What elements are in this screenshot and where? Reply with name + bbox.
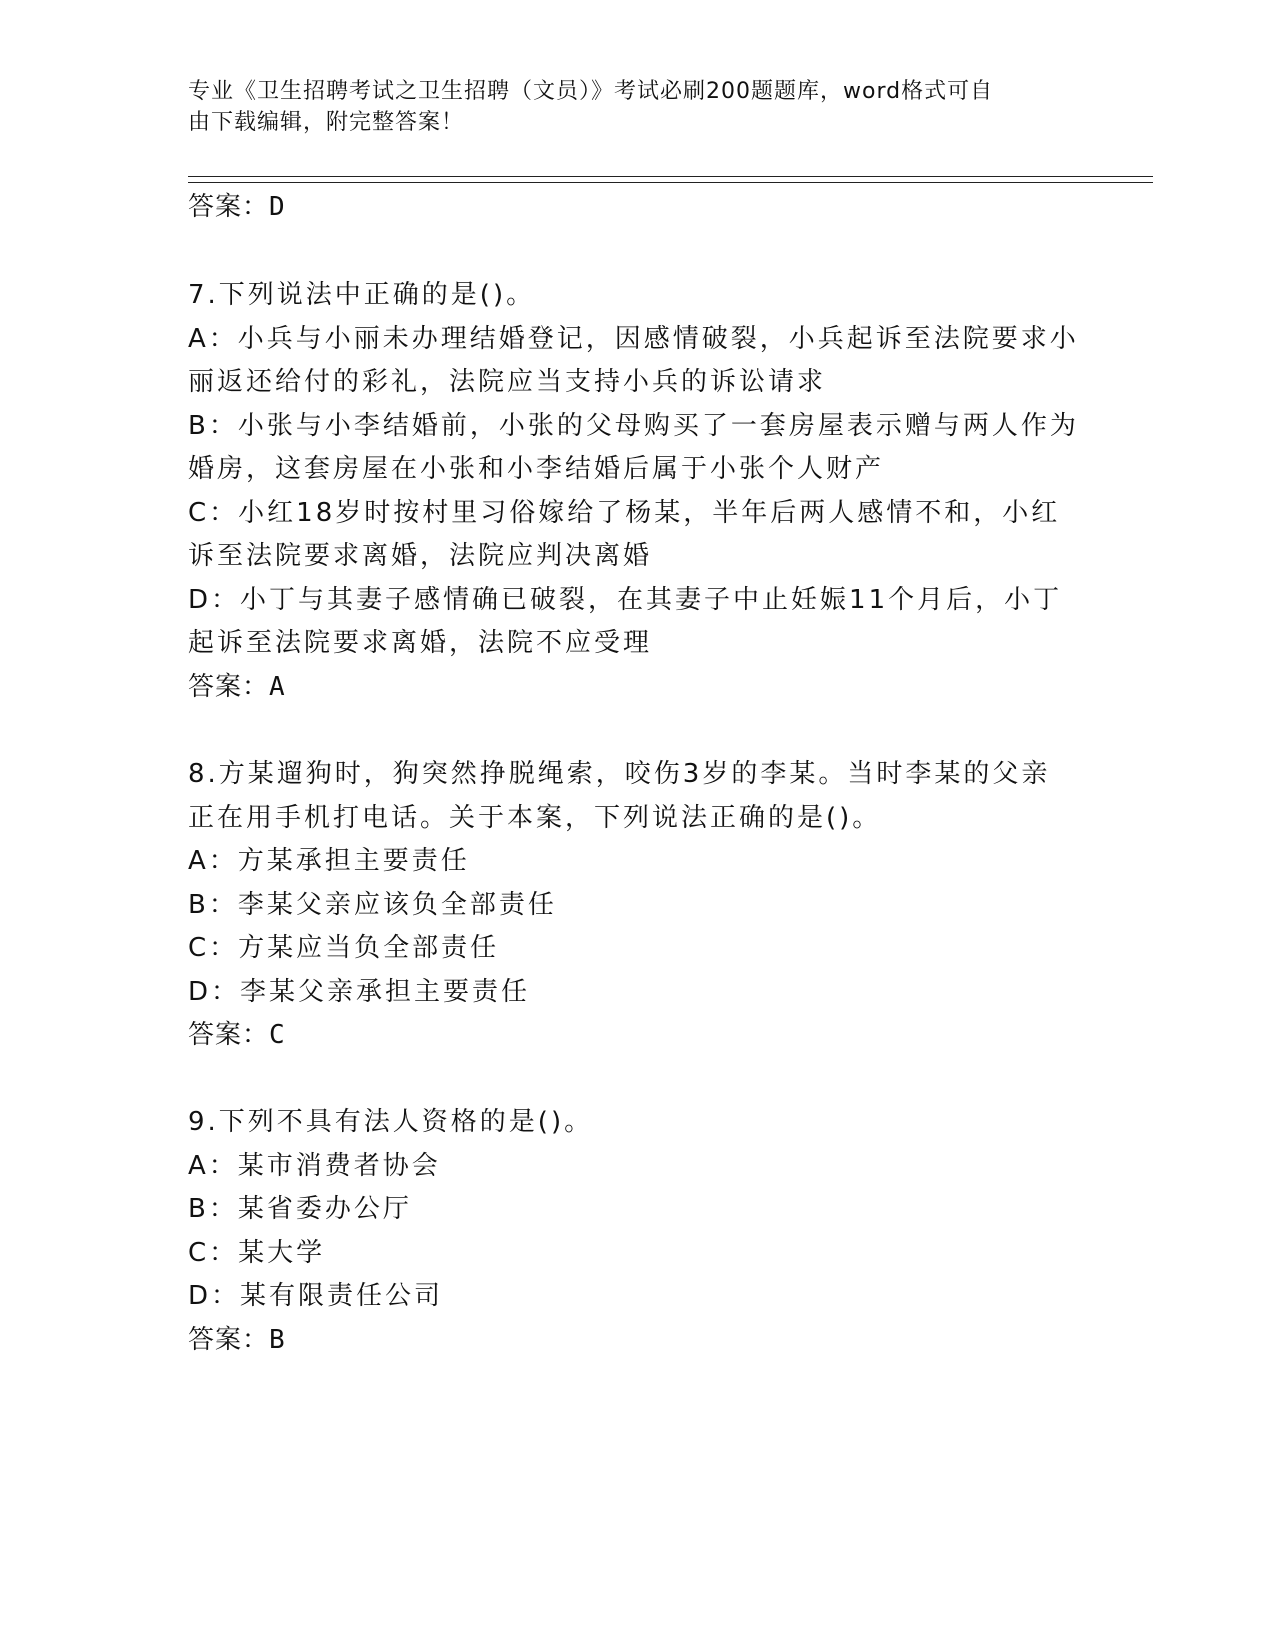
q7-option-c-line-1: C：小红18岁时按村里习俗嫁给了杨某，半年后两人感情不和，小红 xyxy=(188,498,1061,528)
q7-option-d-line-2: 起诉至法院要求离婚，法院不应受理 xyxy=(188,628,653,658)
header-rule-bottom xyxy=(188,182,1153,183)
q8-question-line-2: 正在用手机打电话。关于本案，下列说法正确的是()。 xyxy=(188,803,882,833)
q7-option-a-line-1: A：小兵与小丽未办理结婚登记，因感情破裂，小兵起诉至法院要求小 xyxy=(188,324,1079,354)
q7-option-a-line-2: 丽返还给付的彩礼，法院应当支持小兵的诉讼请求 xyxy=(188,367,827,397)
q7-option-d-line-1: D：小丁与其妻子感情确已破裂，在其妻子中止妊娠11个月后，小丁 xyxy=(188,585,1063,615)
q9-option-a: A：某市消费者协会 xyxy=(188,1151,441,1181)
q8-option-d: D：李某父亲承担主要责任 xyxy=(188,977,531,1007)
q8-option-c: C：方某应当负全部责任 xyxy=(188,933,500,963)
answer-value: D xyxy=(269,192,286,222)
answer-label: 答案： xyxy=(188,672,270,702)
answer-label: 答案： xyxy=(188,1325,270,1355)
q9-option-d: D：某有限责任公司 xyxy=(188,1281,444,1311)
q7-option-b-line-1: B：小张与小李结婚前，小张的父母购买了一套房屋表示赠与两人作为 xyxy=(188,411,1079,441)
q9-question: 9.下列不具有法人资格的是()。 xyxy=(188,1107,594,1137)
answer-value: B xyxy=(269,1325,286,1355)
q8-option-a: A：方某承担主要责任 xyxy=(188,846,470,876)
header-rule-top xyxy=(188,176,1153,177)
answer-value: C xyxy=(269,1020,286,1050)
answer-label: 答案： xyxy=(188,1020,270,1050)
answer-q9 xyxy=(188,1319,286,1356)
q9-option-c: C：某大学 xyxy=(188,1238,326,1268)
header-line-1: 专业《卫生招聘考试之卫生招聘（文员）》考试必刷200题题库，word格式可自 xyxy=(188,79,994,104)
answer-label: 答案： xyxy=(188,192,270,222)
q7-question: 7.下列说法中正确的是()。 xyxy=(188,280,536,310)
q7-option-c-line-2: 诉至法院要求离婚，法院应判决离婚 xyxy=(188,541,653,571)
answer-value: A xyxy=(269,672,286,702)
answer-prev xyxy=(188,186,286,223)
answer-q8 xyxy=(188,1014,286,1051)
q8-option-b: B：李某父亲应该负全部责任 xyxy=(188,890,557,920)
q7-option-b-line-2: 婚房，这套房屋在小张和小李结婚后属于小张个人财产 xyxy=(188,454,885,484)
document-header xyxy=(188,76,1068,138)
q8-question-line-1: 8.方某遛狗时，狗突然挣脱绳索，咬伤3岁的李某。当时李某的父亲 xyxy=(188,759,1051,789)
header-line-2: 由下载编辑，附完整答案！ xyxy=(188,110,465,135)
answer-q7 xyxy=(188,666,286,703)
q9-option-b: B：某省委办公厅 xyxy=(188,1194,412,1224)
